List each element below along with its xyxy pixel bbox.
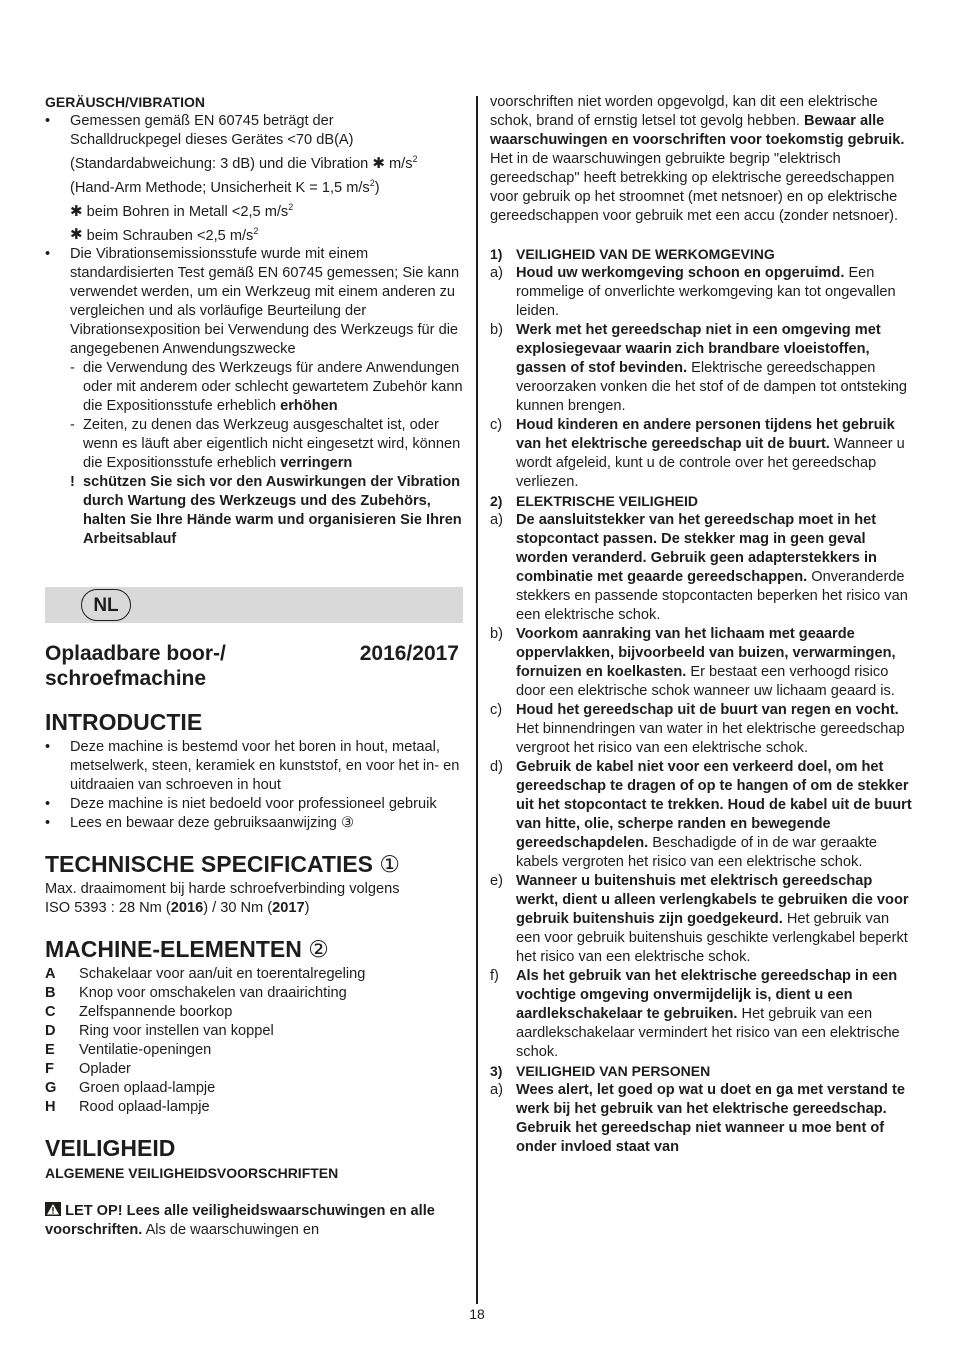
noise-line-1: Gemessen gemäß EN 60745 beträgt der [70, 113, 334, 129]
dash-item-decrease [45, 416, 463, 473]
exclamation-icon: ! [70, 474, 75, 491]
item-marker: c) [490, 417, 503, 433]
tech-spec-line-1: Max. draaimoment bij harde schroefverbinding volgens [45, 881, 400, 898]
exclamation-item [45, 473, 463, 549]
intro-heading: INTRODUCTIE [45, 709, 203, 736]
tech-heading-text: TECHNISCHE SPECIFICATIES [45, 851, 373, 878]
tech-figure-ref: ① [379, 851, 401, 878]
tech-e: ) [304, 900, 310, 917]
safety-item [490, 264, 914, 321]
item-bold: Houd uw werkomgeving schoon en opgeruimd. [516, 265, 845, 281]
dash-2-text: Zeiten, zu denen das Werkzeug ausgeschaltet ist, oder wenn es läuft aber eigentlich nicht eingesetzt wird, können die Expositionsstufe erheblich [83, 417, 461, 472]
warning-text: Als de waarschuwingen en [145, 1222, 320, 1239]
warning-bold-text: LET OP! Lees alle veiligheidswaarschuwingen en alle voorschriften. [45, 1203, 435, 1239]
parts-list [45, 965, 463, 1117]
dash-marker: - [70, 417, 75, 434]
warning-triangle-icon [45, 1202, 61, 1216]
noise-line-screwing: beim Schrauben <2,5 m/s [86, 227, 254, 244]
product-years: 2016/2017 [359, 642, 459, 666]
safety-item [490, 872, 914, 967]
part-label: Zelfspannende boorkop [79, 1004, 233, 1021]
noise-line-2: Schalldruckpegel dieses Gerätes <70 dB(A) [70, 132, 354, 148]
continued-rest: Het in de waarschuwingen gebruikte begrip "elektrisch gereedschap" heeft betrekking op elektrische gereedschappen voor gebruik op het stroomnet (met netsnoer) en op elektrische gereedschappen voor gebruik met een accu (zonder netsnoer). [490, 151, 899, 224]
exclamation-text: schützen Sie sich vor den Auswirkungen der Vibration durch Wartung des Werkzeugs und des Zubehörs, halten Sie Ihre Hände warm und organisieren Sie Ihren Arbeitsablauf [83, 474, 462, 548]
tech-b: 2016 [170, 900, 204, 917]
asterisk-icon: ✱ [372, 154, 385, 172]
machine-elements-heading [45, 936, 463, 963]
tech-d: 2017 [272, 900, 305, 917]
safety-item [490, 701, 914, 758]
column-divider [476, 96, 478, 1304]
noise-heading: GERÄUSCH/VIBRATION [45, 94, 205, 110]
item-bold: De aansluitstekker van het gereedschap moet in het stopcontact passen. De stekker mag in geen geval worden veranderd. Gebruik geen adapterstekkers in combinatie met geaarde gereedschappen. [516, 512, 877, 585]
item-marker: e) [490, 873, 503, 889]
part-key: F [45, 1061, 54, 1078]
item-marker: a) [490, 1082, 503, 1098]
machine-heading-text: MACHINE-ELEMENTEN [45, 936, 302, 963]
safety-item [490, 416, 914, 492]
item-marker: a) [490, 512, 503, 528]
asterisk-icon: ✱ [70, 226, 83, 244]
part-key: H [45, 1099, 56, 1116]
item-marker: b) [490, 322, 503, 338]
item-bold: Voorkom aanraking van het lichaam met geaarde oppervlakken, bijvoorbeeld van buizen, verwarmingen, fornuizen en koelkasten. [516, 626, 896, 680]
noise-line-4: (Hand-Arm Methode; Unsicherheit K = 1,5 m/s [70, 179, 370, 196]
item-text: Elektrische gereedschappen veroorzaken vonken die het stof of de dampen tot ontsteking kunnen brengen. [516, 360, 908, 414]
language-badge: NL [81, 589, 131, 621]
tech-heading [45, 851, 463, 878]
section-number: 3) [490, 1063, 503, 1079]
safety-heading: VEILIGHEID [45, 1135, 176, 1162]
item-bold: Houd het gereedschap uit de buurt van regen en vocht. [516, 702, 899, 718]
item-bold: Wanneer u buitenshuis met elektrisch gereedschap werkt, dient u alleen verlengkabels te gebruiken die voor gebruik buitenshuis zijn goedgekeurd. [516, 873, 909, 927]
item-text: Het gebruik van een voor gebruik buitenshuis geschikte verlengkabel beperkt het risico van een elektrische schok. [516, 911, 908, 965]
item-text: Het gebruik van een aardlekschakelaar vermindert het risico van een elektrische schok. [516, 1006, 900, 1060]
section-number: 1) [490, 246, 503, 262]
noise-unit: m/s [389, 155, 413, 172]
item-bold: Wees alert, let goed op wat u doet en ga met verstand te werk bij het gebruik van het elektrische gereedschap. Gebruik het gereedschap niet wanneer u moe bent of onder invloed staat van [516, 1082, 905, 1155]
safety-subheading: ALGEMENE VEILIGHEIDSVOORSCHRIFTEN [45, 1165, 339, 1182]
item-bold: Gebruik de kabel niet voor een verkeerd doel, om het gereedschap te dragen of op te hangen of om de stekker uit het stopcontact te trekken. Houd de kabel uit de buurt van hitte, olie, scherpe randen en bewegende gereedschapdelen. [516, 759, 912, 851]
continued-text: voorschriften niet worden opgevolgd, kan dit een elektrische schok, brand of ernstig letsel tot gevolg hebben. [490, 94, 878, 129]
noise-bullet-vibration: • Die Vibrationsemissionsstufe wurde mit einem standardisierten Test gemäß EN 60745 gemessen; Sie kann verwendet werden, um ein Werkzeug mit einem anderen zu vergleichen und als vorläufige Beurteilung der Vibrationsexposition bei Verwendung des Werkzeugs für die angegebenen Anwendungszwecke [45, 245, 463, 359]
part-label: Ventilatie-openingen [79, 1042, 212, 1059]
dash-1-text: die Verwendung des Werkzeugs für andere Anwendungen oder mit anderem oder schlecht gewartetem Zubehör kann die Expositionsstufe erheblich [83, 360, 463, 415]
product-title-line-1: Oplaadbare boor-/ [45, 642, 226, 666]
part-key: G [45, 1080, 57, 1097]
section-number: 2) [490, 493, 503, 509]
item-text: Beschadigde of in de war geraakte kabels vergroten het risico van een elektrische schok. [516, 835, 878, 870]
part-label: Ring voor instellen van koppel [79, 1023, 274, 1040]
section-title: VEILIGHEID VAN PERSONEN [516, 1063, 711, 1079]
right-column [490, 93, 914, 1157]
safety-item [490, 511, 914, 625]
part-key: B [45, 985, 56, 1002]
part-label: Knop voor omschakelen van draairichting [79, 985, 347, 1002]
item-marker: d) [490, 759, 503, 775]
intro-bullet-1: • Deze machine is bestemd voor het boren in hout, metaal, metselwerk, steen, keramiek en kunststof, en voor het in- en uitdraaien van schroeven in hout [45, 738, 463, 795]
section-title: VEILIGHEID VAN DE WERKOMGEVING [516, 246, 775, 262]
safety-item [490, 625, 914, 701]
intro-bullet-2: • Deze machine is niet bedoeld voor professioneel gebruik [45, 795, 463, 814]
item-text: Wanneer u wordt afgeleid, kunt u de controle over het gereedschap verliezen. [516, 436, 905, 490]
section-title: ELEKTRISCHE VEILIGHEID [516, 493, 699, 509]
item-marker: a) [490, 265, 503, 281]
intro-bullet-3: • Lees en bewaar deze gebruiksaanwijzing ③ [45, 814, 463, 833]
product-title [45, 641, 463, 691]
item-marker: b) [490, 626, 503, 642]
noise-line-4-end: ) [374, 179, 380, 196]
language-bar [45, 587, 463, 623]
tech-a: ISO 5393 : 28 Nm ( [45, 900, 171, 917]
page-number: 18 [469, 1306, 485, 1322]
noise-line-drilling: beim Bohren in Metall <2,5 m/s [86, 203, 289, 220]
item-bold: Houd kinderen en andere personen tijdens het gebruik van het elektrische gereedschap uit de buurt. [516, 417, 895, 452]
part-label: Rood oplaad-lampje [79, 1099, 210, 1116]
product-title-line-2: schroefmachine [45, 667, 207, 691]
part-key: A [45, 966, 56, 983]
dash-marker: - [70, 360, 75, 377]
safety-item [490, 967, 914, 1062]
part-key: E [45, 1042, 55, 1059]
dash-1-bold: erhöhen [280, 398, 338, 415]
item-text: Het binnendringen van water in het elektrische gereedschap vergroot het risico van een elektrische schok. [516, 721, 905, 756]
noise-bullet-measurement: • Gemessen gemäß EN 60745 beträgt der Schalldruckpegel dieses Gerätes <70 dB(A) (Standardabweichung: 3 dB) und die Vibration ✱ $m/s^2$ (Hand-Arm Methode; Unsicherheit K = 1,5 $m/s^2$) ✱ beim Bohren in Metall <2,5 $m/s^2$ ✱ beim Schrauben <2,5 $m/s^2$ [45, 112, 463, 245]
warning-paragraph [45, 1202, 463, 1240]
continued-bold: Bewaar alle waarschuwingen en voorschriften voor toekomstig gebruik. [490, 113, 905, 148]
item-text: Er bestaat een verhoogd risico door een elektrische schok wanneer uw lichaam geaard is. [516, 664, 895, 699]
section-2-heading [490, 492, 914, 511]
machine-figure-ref: ② [308, 936, 329, 963]
noise-line-3: (Standardabweichung: 3 dB) und die Vibration [70, 155, 369, 172]
dash-item-increase [45, 359, 463, 416]
item-marker: c) [490, 702, 503, 718]
item-marker: f) [490, 968, 499, 984]
continued-paragraph [490, 93, 914, 226]
item-bold: Als het gebruik van het elektrische gereedschap in een vochtige omgeving onvermijdelijk is, dient u een aardlekschakelaar te gebruiken. [516, 968, 898, 1022]
section-3-heading [490, 1062, 914, 1081]
left-column [45, 93, 463, 1240]
part-label: Schakelaar voor aan/uit en toerentalregeling [79, 966, 366, 983]
item-text: Onveranderde stekkers en passende stopcontacten beperken het risico van een elektrische schok. [516, 569, 908, 623]
part-label: Groen oplaad-lampje [79, 1080, 216, 1097]
part-key: C [45, 1004, 56, 1021]
safety-item [490, 1081, 914, 1157]
part-label: Oplader [79, 1061, 131, 1078]
section-1-heading [490, 245, 914, 264]
tech-c: ) / 30 Nm ( [203, 900, 273, 917]
safety-item [490, 758, 914, 872]
tech-spec-line-2 [45, 899, 463, 918]
item-text: Een rommelige of onverlichte werkomgeving kan tot ongevallen leiden. [516, 265, 896, 319]
asterisk-icon: ✱ [70, 202, 83, 220]
safety-item [490, 321, 914, 416]
item-bold: Werk met het gereedschap niet in een omgeving met explosiegevaar waarin zich brandbare vloeistoffen, gassen of stof bevinden. [516, 322, 881, 376]
part-key: D [45, 1023, 56, 1040]
dash-2-bold: verringern [280, 455, 353, 472]
